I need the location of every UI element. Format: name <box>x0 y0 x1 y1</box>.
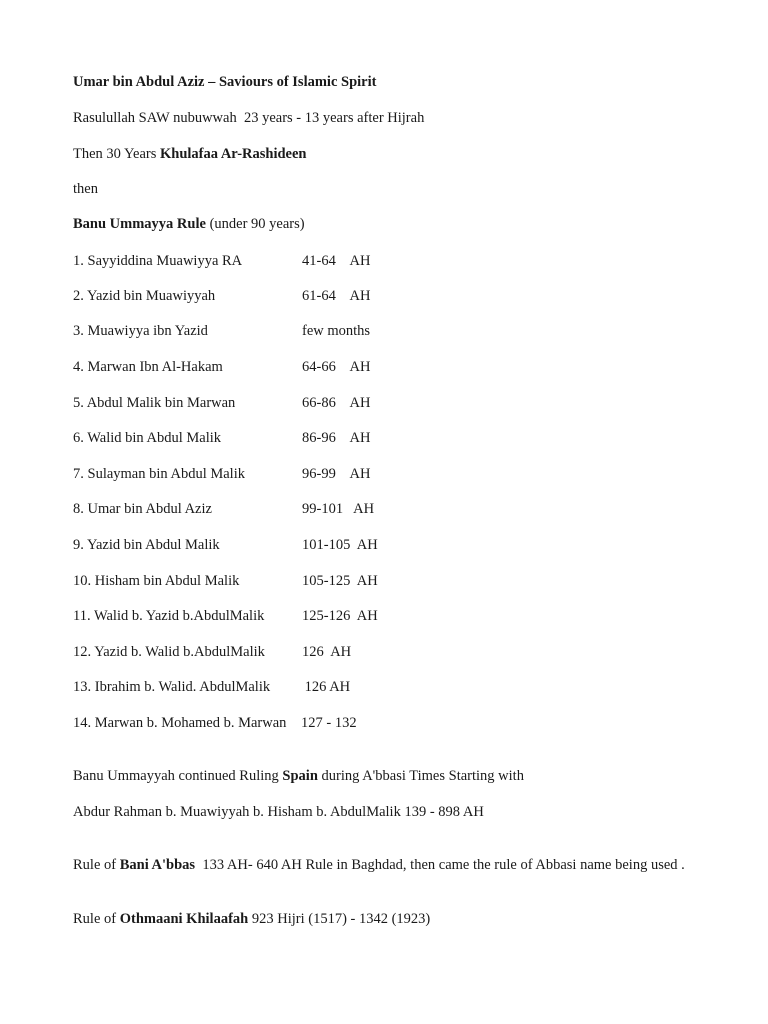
ruler-years: 61-64 AH <box>302 288 371 304</box>
ruler-years: 127 - 132 <box>301 715 357 731</box>
spain-line <box>73 767 524 785</box>
othmaani-name: Othmaani Khilaafah <box>119 911 249 927</box>
othmaani-suffix: 923 Hijri (1517) - 1342 (1923) <box>248 911 431 927</box>
othmaani-prefix: Rule of <box>73 911 120 927</box>
ruler-name: 10. Hisham bin Abdul Malik <box>73 573 240 589</box>
ruler-row <box>73 500 693 518</box>
spain-suffix: during A'bbasi Times Starting with <box>317 768 524 784</box>
khulafaa-name: Khulafaa Ar-Rashideen <box>160 146 307 162</box>
ruler-row <box>73 714 693 732</box>
ruler-row <box>73 252 693 270</box>
ruler-years: 125-126 AH <box>302 608 378 624</box>
abbas-paragraph <box>73 856 713 874</box>
ruler-years: 86-96 AH <box>302 430 371 446</box>
ruler-years: 105-125 AH <box>302 573 378 589</box>
ruler-years: 96-99 AH <box>302 466 371 482</box>
ruler-name: 3. Muawiyya ibn Yazid <box>73 323 208 339</box>
ruler-row <box>73 643 693 661</box>
then-line: then <box>73 181 98 197</box>
ruler-row <box>73 287 693 305</box>
ruler-row <box>73 536 693 554</box>
ruler-name: 7. Sulayman bin Abdul Malik <box>73 466 245 482</box>
spain-prefix: Banu Ummayyah continued Ruling <box>73 768 283 784</box>
ruler-name: 1. Sayyiddina Muawiyya RA <box>73 253 243 269</box>
ruler-name: 8. Umar bin Abdul Aziz <box>73 501 212 517</box>
ruler-name: 6. Walid bin Abdul Malik <box>73 430 221 446</box>
ruler-name: 12. Yazid b. Walid b.AbdulMalik <box>73 644 265 660</box>
khulafaa-line <box>73 145 307 163</box>
ruler-years: 41-64 AH <box>302 253 371 269</box>
ruler-row <box>73 678 693 696</box>
page-title: Umar bin Abdul Aziz – Saviours of Islamic Spirit <box>73 74 377 90</box>
ruler-row <box>73 465 693 483</box>
ruler-row <box>73 572 693 590</box>
abdur-rahman-line: Abdur Rahman b. Muawiyyah b. Hisham b. AbdulMalik 139 - 898 AH <box>73 804 484 820</box>
ruler-years: 126 AH <box>301 679 351 695</box>
ruler-name: 14. Marwan b. Mohamed b. Marwan <box>73 715 287 731</box>
ruler-name: 9. Yazid bin Abdul Malik <box>73 537 220 553</box>
ruler-name: 11. Walid b. Yazid b.AbdulMalik <box>73 608 265 624</box>
ruler-years: 126 AH <box>302 644 352 660</box>
ruler-years: 66-86 AH <box>302 395 371 411</box>
ruler-years: 64-66 AH <box>302 359 371 375</box>
ummayya-heading <box>73 215 305 233</box>
abbas-suffix: 133 AH- 640 AH Rule in Baghdad, then came the rule of Abbasi name being used . <box>195 857 685 873</box>
ruler-name: 2. Yazid bin Muawiyyah <box>73 288 216 304</box>
ruler-row <box>73 358 693 376</box>
ummayya-name: Banu Ummayya Rule <box>73 216 206 232</box>
ruler-years: 101-105 AH <box>302 537 378 553</box>
ruler-name: 4. Marwan Ibn Al-Hakam <box>73 359 223 375</box>
khulafaa-prefix: Then 30 Years <box>73 146 160 162</box>
ruler-row <box>73 322 693 340</box>
ruler-years: few months <box>302 323 371 339</box>
ruler-name: 5. Abdul Malik bin Marwan <box>73 395 236 411</box>
abbas-name: Bani A'bbas <box>119 857 196 873</box>
nubuwwah-line: Rasulullah SAW nubuwwah 23 years - 13 years after Hijrah <box>73 110 425 126</box>
ruler-name: 13. Ibrahim b. Walid. AbdulMalik <box>73 679 271 695</box>
othmaani-line <box>73 910 430 928</box>
ruler-row <box>73 607 693 625</box>
ruler-row <box>73 429 693 447</box>
ruler-years: 99-101 AH <box>302 501 375 517</box>
ummayya-suffix: (under 90 years) <box>205 216 305 232</box>
abbas-prefix: Rule of <box>73 857 120 873</box>
spain-name: Spain <box>282 768 318 784</box>
ruler-row <box>73 394 693 412</box>
